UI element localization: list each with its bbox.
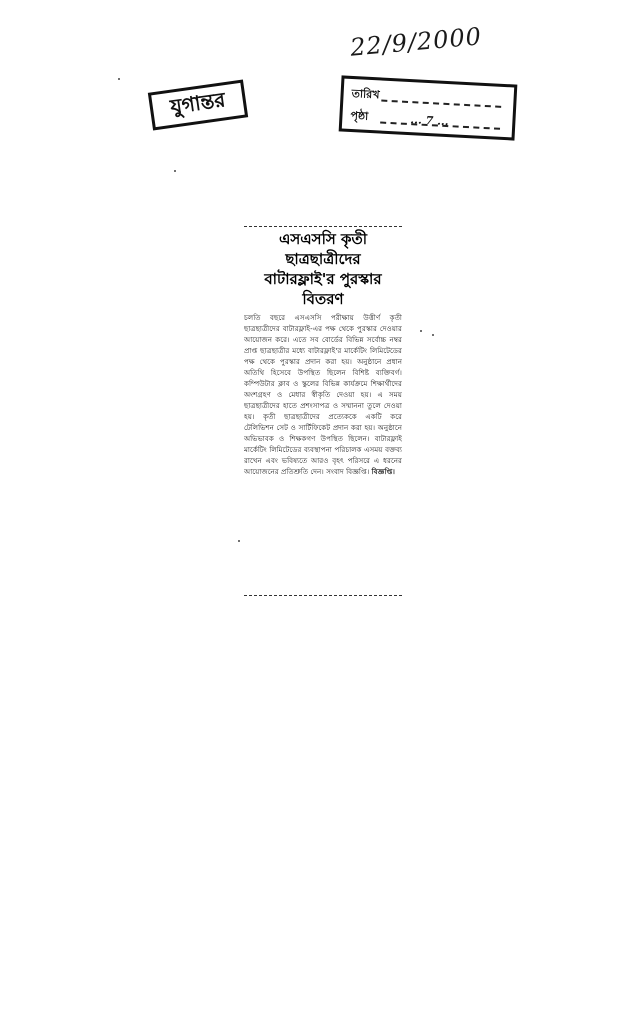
headline-line-1: এসএসসি কৃতী ছাত্রছাত্রীদের bbox=[278, 230, 368, 268]
clipping-top-rule bbox=[244, 226, 402, 227]
scan-speck bbox=[118, 78, 120, 80]
scan-speck bbox=[420, 330, 422, 332]
article-headline bbox=[244, 229, 402, 309]
scan-speck bbox=[432, 334, 434, 336]
article-byline: বিজ্ঞপ্তি। bbox=[371, 468, 395, 476]
date-page-stamp bbox=[339, 75, 518, 140]
headline-line-2: বাটারফ্লাই'র পুরস্কার বিতরণ bbox=[264, 270, 382, 308]
newspaper-name-stamp bbox=[148, 80, 248, 131]
article-body-text: চলতি বছরে এসএসসি পরীক্ষায় উত্তীর্ণ কৃতী ছাত্রছাত্রীদের বাটারফ্লাই-এর পক্ষ থেকে পুরস্কার দেওয়ার আয়োজন করে। এতে সব বোর্ডের বিভিন্ন সর্বোচ্চ নম্বর প্রাপ্ত ছাত্রছাত্রীর মধ্যে বাটারফ্লাই'র মার্কেটিং লিমিটেডের পক্ষ থেকে পুরস্কার প্রদান করা হয়। অনুষ্ঠানে প্রধান অতিথি হিসেবে উপস্থিত ছিলেন বিশিষ্ট ব্যক্তিবর্গ। কম্পিউটার ক্লাব ও স্কুলের বিভিন্ন কার্যক্রমে শিক্ষার্থীদের অংশগ্রহণ ও মেধার স্বীকৃতি দেওয়া হয়। এ সময় ছাত্রছাত্রীদের হাতে প্রশংসাপত্র ও সম্মাননা তুলে দেওয়া হয়। কৃতী ছাত্রছাত্রীদের প্রত্যেককে একটি করে টেলিভিশন সেট ও সার্টিফিকেট প্রদান করা হয়। অনুষ্ঠানে অভিভাবক ও শিক্ষকগণ উপস্থিত ছিলেন। বাটারফ্লাই মার্কেটিং লিমিটেডের ব্যবস্থাপনা পরিচালক এসময় বক্তব্য রাখেন এবং ভবিষ্যতে আরও বৃহৎ পরিসরে এ ধরনের আয়োজনের প্রতিশ্রুতি দেন। সংবাদ বিজ্ঞপ্তি। bbox=[244, 314, 402, 476]
handwritten-date: 22/9/2000 bbox=[349, 22, 484, 62]
newspaper-name: যুগান্তর bbox=[168, 86, 227, 119]
page-value: ... 7 ... bbox=[410, 112, 449, 128]
scan-speck bbox=[174, 170, 176, 172]
clipping-bottom-rule bbox=[244, 595, 402, 596]
date-label: তারিখ bbox=[351, 86, 380, 101]
date-blank-line bbox=[381, 90, 501, 108]
news-clipping bbox=[242, 226, 404, 556]
page-label: পৃষ্ঠা bbox=[350, 108, 369, 123]
article-body bbox=[244, 313, 402, 595]
scan-speck bbox=[238, 540, 240, 542]
